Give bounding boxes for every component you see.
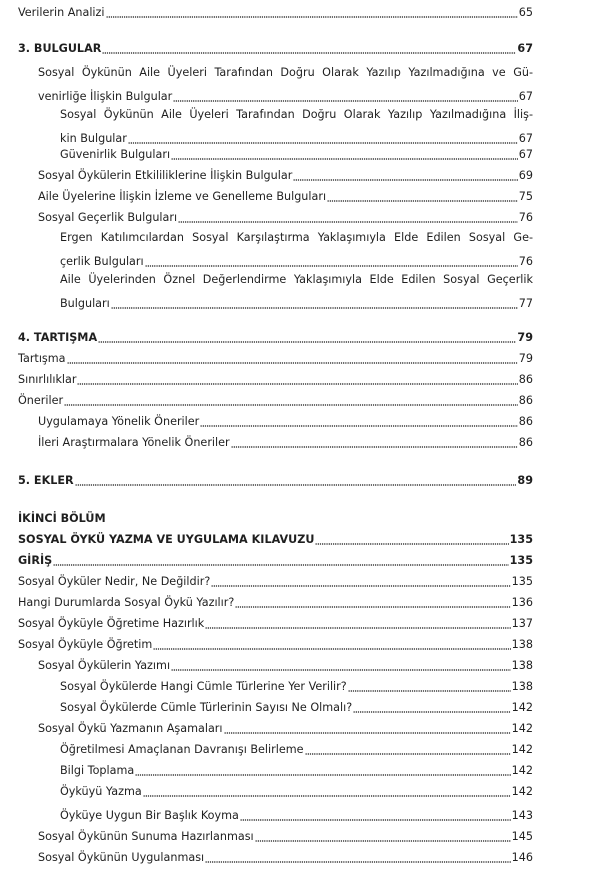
toc-entry-page: 76	[518, 255, 533, 268]
toc-entry-title: Sınırlılıklar	[18, 373, 77, 386]
toc-entry-title: Aile Üyelerine İlişkin İzleme ve Genelleme Bulguları	[38, 190, 327, 203]
toc-entry[interactable]	[60, 701, 533, 715]
dot-leader	[200, 425, 518, 427]
toc-entry[interactable]	[60, 785, 533, 799]
toc-entry-page: 146	[511, 851, 533, 864]
toc-entry-page: 67	[518, 148, 533, 161]
toc-entry-page: 142	[511, 743, 533, 756]
toc-entry[interactable]	[38, 62, 533, 104]
toc-entry-title: Sosyal Geçerlik Bulguları	[38, 211, 178, 224]
toc-entry-title: Hangi Durumlarda Sosyal Öykü Yazılır?	[18, 596, 235, 609]
dot-leader	[235, 606, 510, 608]
toc-entry-page: 142	[511, 764, 533, 777]
toc-entry[interactable]	[38, 851, 533, 865]
toc-entry-title: Sosyal Öykü Yazmanın Aşamaları	[38, 722, 223, 735]
toc-entry-title: 3. BULGULAR	[18, 42, 102, 55]
dot-leader	[106, 16, 518, 18]
toc-entry-page: 69	[518, 169, 533, 182]
dot-leader	[315, 543, 508, 545]
dot-leader	[64, 404, 518, 406]
dot-leader	[75, 484, 517, 486]
toc-entry-title: Sosyal Öyküler Nedir, Ne Değildir?	[18, 575, 211, 588]
dot-leader	[305, 753, 511, 755]
toc-entry[interactable]	[60, 148, 533, 162]
toc-entry-page: 79	[518, 352, 533, 365]
toc-entry-page: 145	[511, 830, 533, 843]
toc-entry-title: GİRİŞ	[18, 554, 53, 567]
toc-entry[interactable]	[18, 373, 533, 387]
toc-entry-title: Sosyal Öykülerin Etkililiklerine İlişkin Bulgular	[38, 169, 293, 182]
toc-chapter-entry[interactable]	[18, 533, 533, 547]
dot-leader	[153, 648, 510, 650]
dot-leader	[205, 861, 511, 863]
toc-entry-title-line2: venirliğe İlişkin Bulgular	[38, 90, 173, 103]
toc-entry[interactable]	[60, 227, 533, 269]
toc-entry-title: Sosyal Öyküyle Öğretim	[18, 638, 153, 651]
toc-entry-page: 75	[518, 190, 533, 203]
dot-leader	[135, 774, 510, 776]
toc-entry-page: 89	[517, 474, 533, 487]
toc-entry-title: 5. EKLER	[18, 474, 74, 487]
toc-entry[interactable]	[60, 809, 533, 823]
dot-leader	[348, 690, 511, 692]
toc-entry-title: Öğretilmesi Amaçlanan Davranışı Belirleme	[60, 743, 304, 756]
dot-leader	[171, 669, 511, 671]
toc-entry-page: 77	[518, 297, 533, 310]
toc-entry-title: 4. TARTIŞMA	[18, 331, 98, 344]
toc-chapter-entry[interactable]	[18, 331, 533, 345]
toc-entry-page: 65	[518, 6, 533, 19]
dot-leader	[145, 265, 518, 267]
toc-entry-page: 135	[509, 554, 533, 567]
toc-entry-title-line1: Ergen Katılımcılardan Sosyal Karşılaştırma Yaklaşımıyla Elde Edilen Sosyal Ge-	[60, 231, 533, 244]
dot-leader	[353, 711, 510, 713]
toc-entry[interactable]	[18, 394, 533, 408]
toc-entry-title-line2: kin Bulgular	[60, 132, 127, 145]
toc-entry-page: 86	[518, 373, 533, 386]
dot-leader	[53, 564, 508, 566]
dot-leader	[255, 840, 511, 842]
toc-entry[interactable]	[18, 596, 533, 610]
toc-entry-page: 135	[511, 575, 533, 588]
toc-entry[interactable]	[60, 680, 533, 694]
dot-leader	[231, 446, 518, 448]
toc-entry-title: Tartışma	[18, 352, 66, 365]
toc-entry-title: Bilgi Toplama	[60, 764, 135, 777]
toc-entry-page: 86	[518, 394, 533, 407]
toc-entry[interactable]	[18, 6, 533, 20]
toc-chapter-entry[interactable]	[18, 554, 533, 568]
toc-entry-page: 138	[511, 680, 533, 693]
toc-entry-page: 138	[511, 659, 533, 672]
toc-entry[interactable]	[38, 659, 533, 673]
toc-chapter-entry[interactable]	[18, 474, 533, 488]
toc-entry[interactable]	[60, 764, 533, 778]
toc-entry-page: 79	[517, 331, 533, 344]
toc-entry[interactable]	[38, 415, 533, 429]
dot-leader	[224, 732, 511, 734]
toc-entry[interactable]	[38, 722, 533, 736]
toc-entry[interactable]	[60, 104, 533, 146]
toc-entry-page: 142	[511, 785, 533, 798]
dot-leader	[77, 383, 517, 385]
toc-entry-title: Sosyal Öykünün Uygulanması	[38, 851, 205, 864]
dot-leader	[143, 795, 511, 797]
toc-entry-title-line1: Sosyal Öykünün Aile Üyeleri Tarafından Doğru Olarak Yazılıp Yazılmadığına İliş-	[60, 108, 533, 121]
toc-entry-title: Sosyal Öykülerde Cümle Türlerinin Sayısı Ne Olmalı?	[60, 701, 353, 714]
toc-entry-title: Sosyal Öykünün Sunuma Hazırlanması	[38, 830, 254, 843]
toc-entry-page: 67	[517, 42, 533, 55]
section-heading: İKİNCİ BÖLÜM	[18, 512, 106, 525]
dot-leader	[111, 307, 518, 309]
dot-leader	[173, 100, 517, 102]
toc-chapter-entry[interactable]	[18, 42, 533, 56]
toc-entry-title: Öyküyü Yazma	[60, 785, 142, 798]
toc-entry-title: Sosyal Öyküyle Öğretime Hazırlık	[18, 617, 205, 630]
toc-entry[interactable]	[38, 211, 533, 225]
dot-leader	[205, 627, 510, 629]
toc-entry[interactable]	[38, 190, 533, 204]
dot-leader	[178, 221, 518, 223]
toc-entry-page: 137	[511, 617, 533, 630]
toc-entry-title-line1: Aile Üyelerinden Öznel Değerlendirme Yaklaşımıyla Elde Edilen Sosyal Geçerlik	[60, 273, 533, 286]
toc-entry-title: Öyküye Uygun Bir Başlık Koyma	[60, 809, 239, 822]
toc-entry-page: 136	[511, 596, 533, 609]
toc-entry-title: Sosyal Öykülerde Hangi Cümle Türlerine Yer Verilir?	[60, 680, 347, 693]
toc-entry[interactable]	[18, 352, 533, 366]
toc-entry-title: Sosyal Öykülerin Yazımı	[38, 659, 171, 672]
toc-entry[interactable]	[18, 575, 533, 589]
toc-entry-page: 143	[511, 809, 533, 822]
toc-entry-page: 67	[518, 132, 533, 145]
toc-entry-page: 142	[511, 701, 533, 714]
toc-entry-title: Öneriler	[18, 394, 64, 407]
dot-leader	[128, 142, 518, 144]
toc-entry[interactable]	[38, 169, 533, 183]
dot-leader	[102, 52, 516, 54]
toc-entry-page: 86	[518, 436, 533, 449]
dot-leader	[293, 179, 517, 181]
toc-entry-page: 135	[509, 533, 533, 546]
toc-entry-page: 76	[518, 211, 533, 224]
toc-entry-page: 142	[511, 722, 533, 735]
dot-leader	[98, 341, 516, 343]
toc-entry-title: SOSYAL ÖYKÜ YAZMA VE UYGULAMA KILAVUZU	[18, 533, 315, 546]
toc-entry-title: İleri Araştırmalara Yönelik Öneriler	[38, 436, 230, 449]
toc-entry-title-line1: Sosyal Öykünün Aile Üyeleri Tarafından Doğru Olarak Yazılıp Yazılmadığına ve Gü-	[38, 66, 533, 79]
dot-leader	[327, 200, 518, 202]
toc-entry-title: Uygulamaya Yönelik Öneriler	[38, 415, 200, 428]
toc-entry[interactable]	[18, 638, 533, 652]
toc-entry[interactable]	[38, 436, 533, 450]
toc-entry-title-line2: Bulguları	[60, 297, 110, 310]
toc-entry-title: Verilerin Analizi	[18, 6, 105, 19]
toc-entry[interactable]	[60, 743, 533, 757]
toc-entry-page: 86	[518, 415, 533, 428]
toc-entry-page: 138	[511, 638, 533, 651]
toc-entry-page: 67	[518, 90, 533, 103]
toc-entry[interactable]	[18, 617, 533, 631]
toc-entry[interactable]	[60, 269, 533, 311]
toc-entry-title: Güvenirlik Bulguları	[60, 148, 171, 161]
dot-leader	[240, 819, 511, 821]
dot-leader	[211, 585, 510, 587]
toc-entry[interactable]	[38, 830, 533, 844]
toc-entry-title-line2: çerlik Bulguları	[60, 255, 144, 268]
dot-leader	[67, 362, 518, 364]
dot-leader	[171, 158, 518, 160]
